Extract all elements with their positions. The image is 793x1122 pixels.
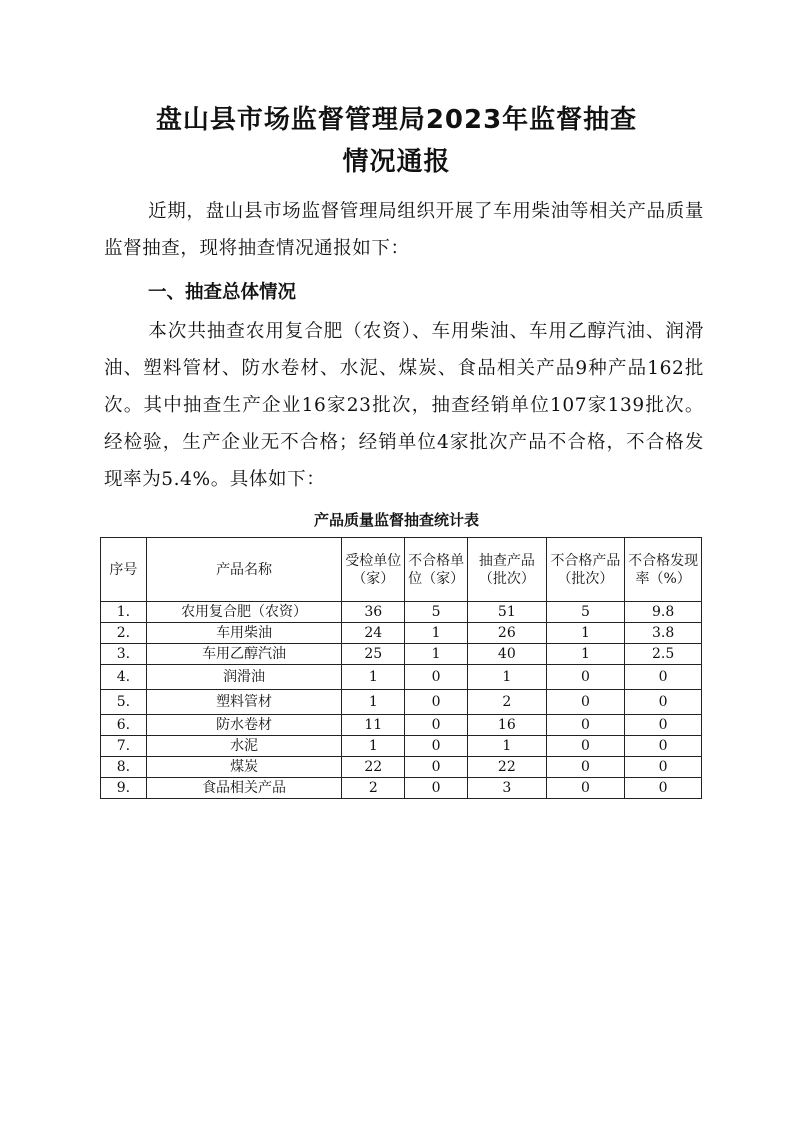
cell-failed-batches: 1 bbox=[546, 623, 625, 644]
cell-failed-batches: 1 bbox=[546, 644, 625, 665]
header-product-name: 产品名称 bbox=[146, 538, 342, 602]
cell-sampled-batches: 16 bbox=[468, 715, 547, 736]
cell-failed-units: 0 bbox=[405, 736, 468, 757]
header-failed-units: 不合格单位（家） bbox=[405, 538, 468, 602]
cell-index: 8. bbox=[101, 757, 147, 778]
table-row bbox=[101, 644, 702, 665]
cell-index: 1. bbox=[101, 602, 147, 623]
cell-failure-rate: 0 bbox=[625, 665, 702, 690]
cell-sampled-batches: 22 bbox=[468, 757, 547, 778]
document-title-line1: 盘山县市场监督管理局2023年监督抽查 bbox=[155, 105, 638, 135]
cell-sampled-batches: 3 bbox=[468, 778, 547, 799]
cell-failure-rate: 0 bbox=[625, 778, 702, 799]
cell-failure-rate: 9.8 bbox=[625, 602, 702, 623]
table-row bbox=[101, 778, 702, 799]
cell-index: 7. bbox=[101, 736, 147, 757]
cell-failed-batches: 0 bbox=[546, 715, 625, 736]
table-header-row bbox=[101, 538, 702, 602]
summary-text: 本次共抽查农用复合肥（农资）、车用柴油、车用乙醇汽油、润滑油、塑料管材、防水卷材、水泥、煤炭、食品相关产品9种产品162批次。其中抽查生产企业16家23批次，抽查经销单位107家139批次。经检验，生产企业无不合格；经销单位4家批次产品不合格，不合格发现率为5.4%。具体如下： bbox=[104, 321, 704, 490]
cell-failed-batches: 0 bbox=[546, 690, 625, 715]
cell-failed-batches: 0 bbox=[546, 757, 625, 778]
cell-failure-rate: 3.8 bbox=[625, 623, 702, 644]
cell-product-name: 防水卷材 bbox=[146, 715, 342, 736]
section-heading: 一、抽查总体情况 bbox=[148, 282, 297, 303]
header-inspected-units: 受检单位（家） bbox=[342, 538, 405, 602]
cell-failed-batches: 0 bbox=[546, 665, 625, 690]
cell-failed-batches: 5 bbox=[546, 602, 625, 623]
cell-inspected-units: 22 bbox=[342, 757, 405, 778]
cell-inspected-units: 25 bbox=[342, 644, 405, 665]
table-row bbox=[101, 736, 702, 757]
cell-failure-rate: 0 bbox=[625, 736, 702, 757]
cell-product-name: 农用复合肥（农资） bbox=[146, 602, 342, 623]
cell-inspected-units: 1 bbox=[342, 690, 405, 715]
cell-inspected-units: 1 bbox=[342, 736, 405, 757]
cell-sampled-batches: 1 bbox=[468, 736, 547, 757]
header-index: 序号 bbox=[101, 538, 147, 602]
cell-inspected-units: 1 bbox=[342, 665, 405, 690]
cell-index: 5. bbox=[101, 690, 147, 715]
cell-inspected-units: 36 bbox=[342, 602, 405, 623]
cell-failed-units: 1 bbox=[405, 623, 468, 644]
cell-inspected-units: 24 bbox=[342, 623, 405, 644]
cell-sampled-batches: 26 bbox=[468, 623, 547, 644]
intro-paragraph bbox=[104, 193, 704, 267]
cell-sampled-batches: 1 bbox=[468, 665, 547, 690]
cell-failed-units: 0 bbox=[405, 665, 468, 690]
header-sampled-batches: 抽查产品（批次） bbox=[468, 538, 547, 602]
table-title: 产品质量监督抽查统计表 bbox=[313, 511, 479, 529]
cell-failure-rate: 2.5 bbox=[625, 644, 702, 665]
table-row bbox=[101, 665, 702, 690]
cell-index: 4. bbox=[101, 665, 147, 690]
intro-text: 近期，盘山县市场监督管理局组织开展了车用柴油等相关产品质量监督抽查，现将抽查情况通报如下： bbox=[104, 201, 704, 259]
cell-sampled-batches: 2 bbox=[468, 690, 547, 715]
table-row bbox=[101, 623, 702, 644]
statistics-table bbox=[100, 537, 702, 799]
cell-failed-batches: 0 bbox=[546, 736, 625, 757]
cell-failed-batches: 0 bbox=[546, 778, 625, 799]
cell-inspected-units: 2 bbox=[342, 778, 405, 799]
cell-index: 2. bbox=[101, 623, 147, 644]
cell-index: 3. bbox=[101, 644, 147, 665]
cell-failed-units: 0 bbox=[405, 690, 468, 715]
cell-product-name: 煤炭 bbox=[146, 757, 342, 778]
cell-failed-units: 5 bbox=[405, 602, 468, 623]
cell-product-name: 车用乙醇汽油 bbox=[146, 644, 342, 665]
cell-failed-units: 0 bbox=[405, 757, 468, 778]
cell-failed-units: 1 bbox=[405, 644, 468, 665]
header-failed-batches: 不合格产品（批次） bbox=[546, 538, 625, 602]
header-failure-rate: 不合格发现率（%） bbox=[625, 538, 702, 602]
table-row bbox=[101, 602, 702, 623]
cell-product-name: 润滑油 bbox=[146, 665, 342, 690]
cell-failed-units: 0 bbox=[405, 715, 468, 736]
cell-product-name: 水泥 bbox=[146, 736, 342, 757]
cell-failure-rate: 0 bbox=[625, 715, 702, 736]
summary-paragraph bbox=[104, 313, 704, 498]
cell-sampled-batches: 51 bbox=[468, 602, 547, 623]
cell-failure-rate: 0 bbox=[625, 690, 702, 715]
cell-index: 6. bbox=[101, 715, 147, 736]
table-row bbox=[101, 757, 702, 778]
cell-product-name: 食品相关产品 bbox=[146, 778, 342, 799]
cell-failure-rate: 0 bbox=[625, 757, 702, 778]
cell-product-name: 塑料管材 bbox=[146, 690, 342, 715]
cell-sampled-batches: 40 bbox=[468, 644, 547, 665]
table-row bbox=[101, 715, 702, 736]
cell-product-name: 车用柴油 bbox=[146, 623, 342, 644]
cell-inspected-units: 11 bbox=[342, 715, 405, 736]
cell-index: 9. bbox=[101, 778, 147, 799]
document-title-line2: 情况通报 bbox=[342, 147, 451, 177]
cell-failed-units: 0 bbox=[405, 778, 468, 799]
table-row bbox=[101, 690, 702, 715]
